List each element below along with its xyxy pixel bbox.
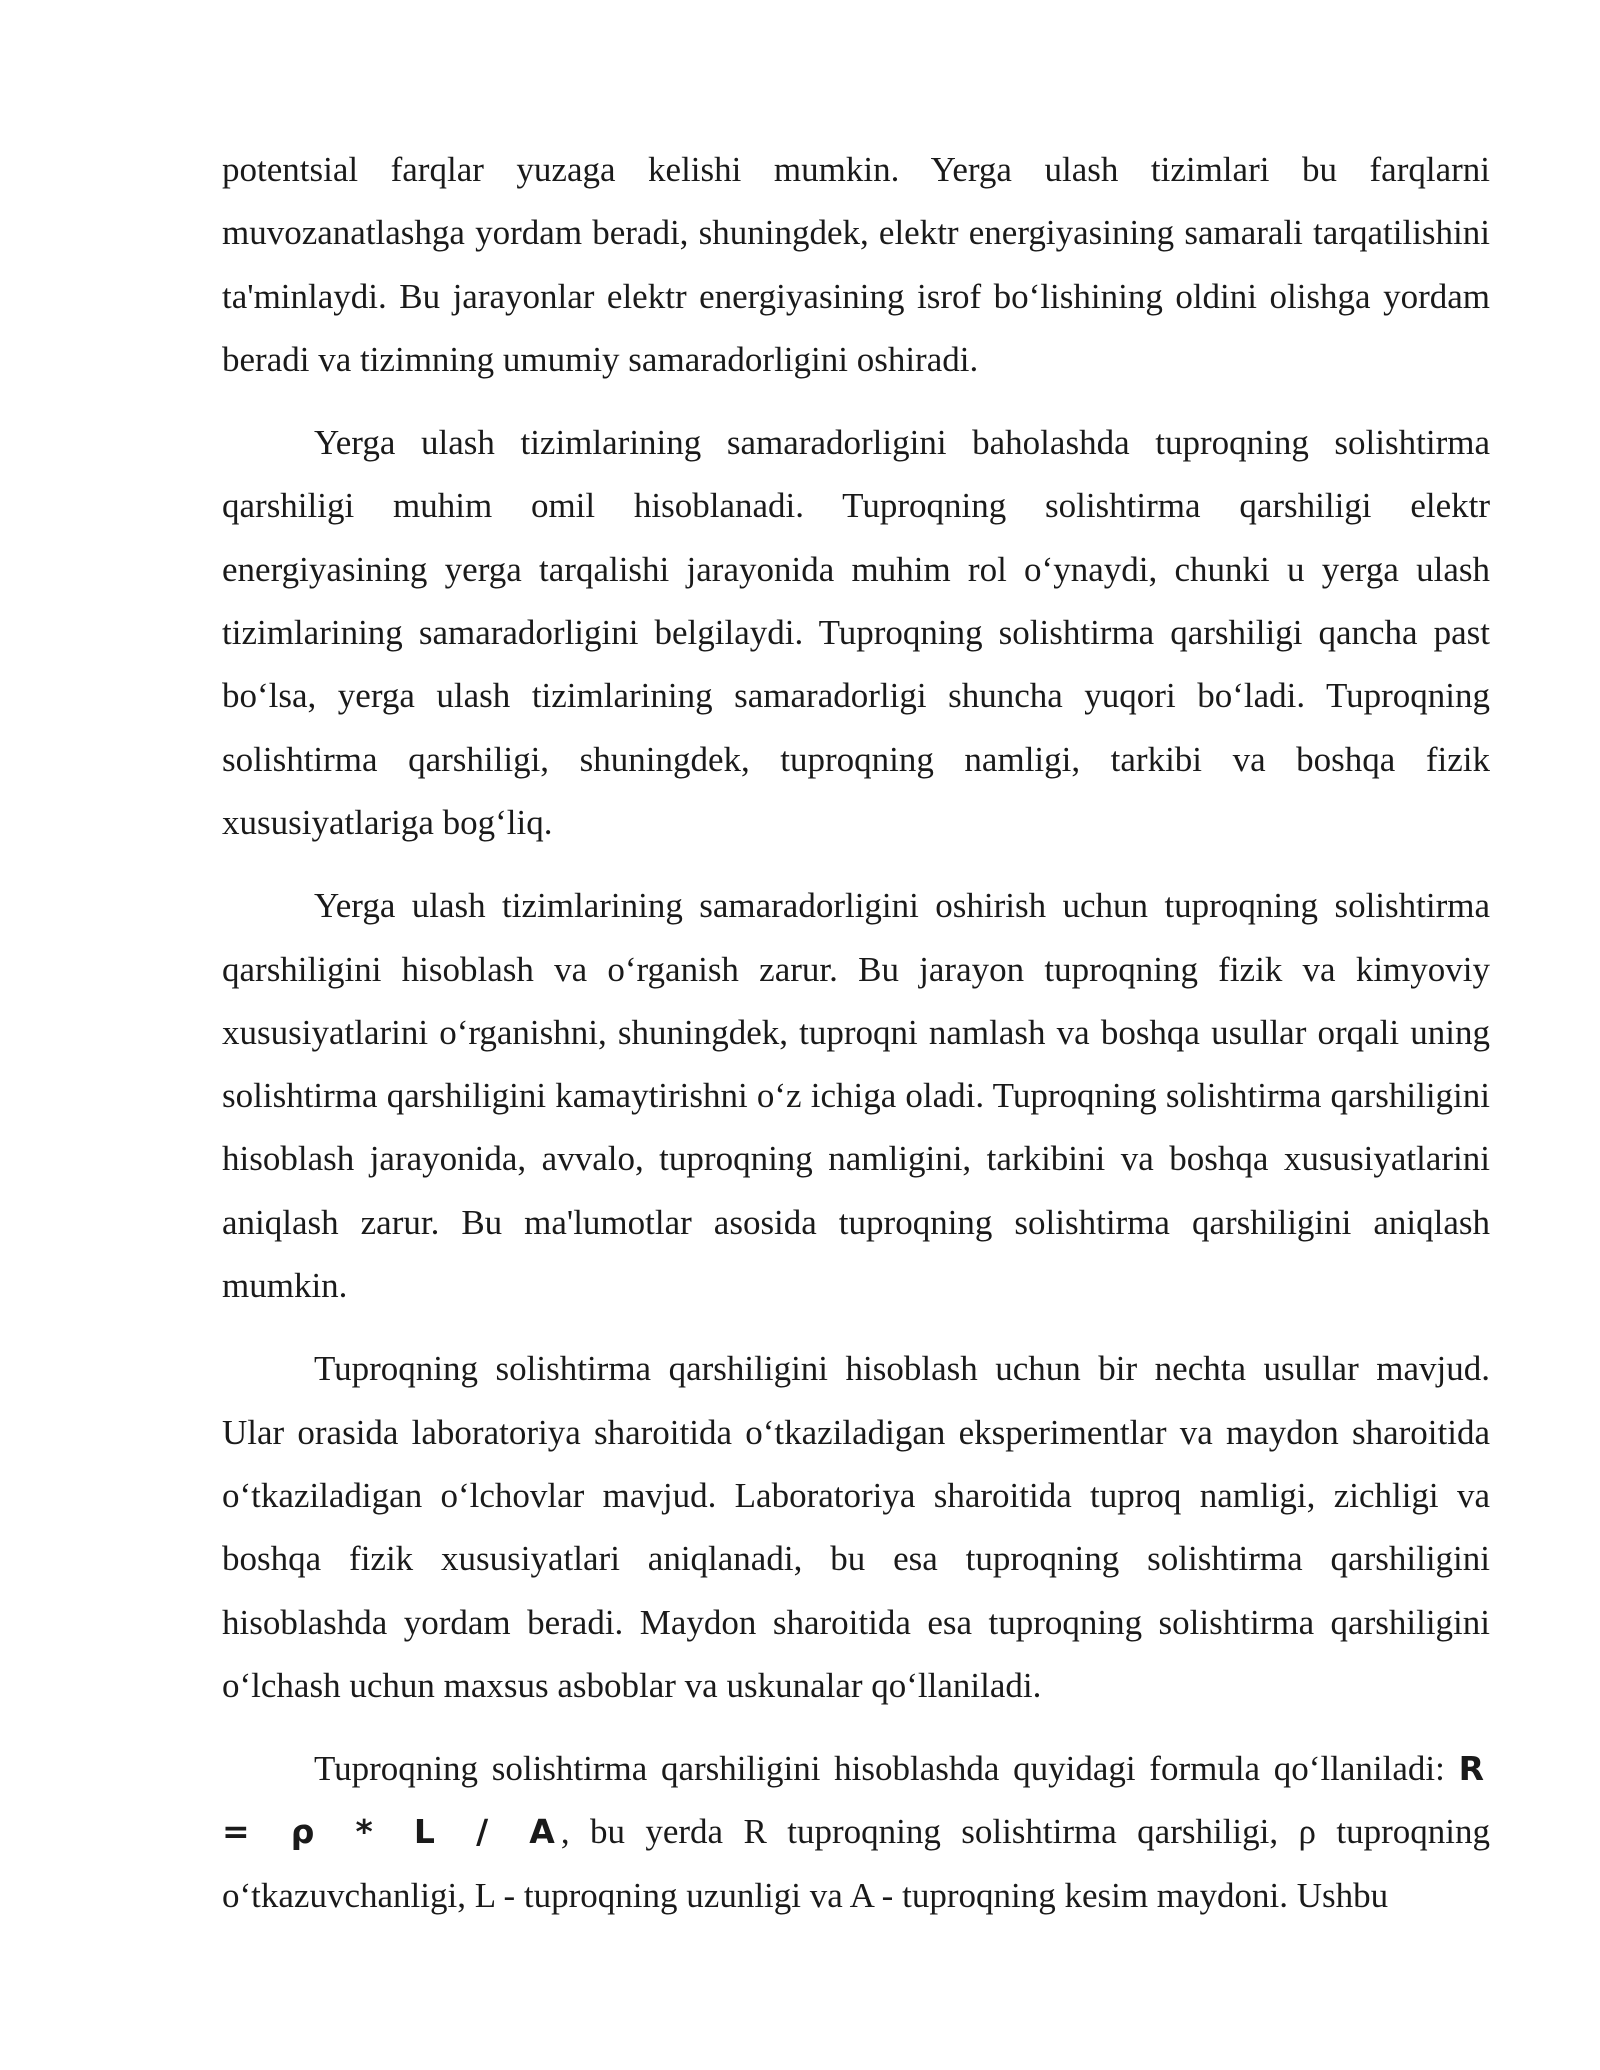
resistance-formula: R = ρ * L / A [222, 1749, 1490, 1852]
document-page [222, 138, 1490, 1947]
formula-lead-text: Tuproqning solishtirma qarshiligini hisoblashda quyidagi formula qo‘llaniladi: [314, 1749, 1459, 1789]
paragraph-soil-resistivity-factor: Yerga ulash tizimlarining samaradorligini baholashda tuproqning solishtirma qarshiligi muhim omil hisoblanadi. Tuproqning solishtirma qarshiligi elektr energiyasining yerga tarqalishi jarayonida muhim rol o‘ynaydi, chunki u yerga ulash tizimlarining samaradorligini belgilaydi. Tuproqning solishtirma qarshiligi qancha past bo‘lsa, yerga ulash tizimlarining samaradorligi shuncha yuqori bo‘ladi. Tuproqning solishtirma qarshiligi, shuningdek, tuproqning namligi, tarkibi va boshqa fizik xususiyatlariga bog‘liq. [222, 423, 1490, 842]
paragraph-continuation: potentsial farqlar yuzaga kelishi mumkin. Yerga ulash tizimlari bu farqlarni muvozanatlashga yordam beradi, shuningdek, elektr energiyasining samarali tarqatilishini ta'minlaydi. Bu jarayonlar elektr energiyasining isrof bo‘lishining oldini olishga yordam beradi va tizimning umumiy samaradorligini oshiradi. [222, 150, 1490, 379]
paragraph-calculation-methods: Tuproqning solishtirma qarshiligini hisoblash uchun bir nechta usullar mavjud. Ular orasida laboratoriya sharoitida o‘tkaziladigan eksperimentlar va maydon sharoitida o‘tkaziladigan o‘lchovlar mavjud. Laboratoriya sharoitida tuproq namligi, zichligi va boshqa fizik xususiyatlari aniqlanadi, bu esa tuproqning solishtirma qarshiligini hisoblashda yordam beradi. Maydon sharoitida esa tuproqning solishtirma qarshiligini o‘lchash uchun maxsus asboblar va uskunalar qo‘llaniladi. [222, 1349, 1490, 1705]
formula-explanation-text: , bu yerda R tuproqning solishtirma qarshiligi, ρ tuproqning o‘tkazuvchanligi, L - tuproqning uzunligi va A - tuproqning kesim maydoni. Ushbu [222, 1812, 1490, 1915]
paragraph-calculation-need: Yerga ulash tizimlarining samaradorligini oshirish uchun tuproqning solishtirma qarshiligini hisoblash va o‘rganish zarur. Bu jarayon tuproqning fizik va kimyoviy xususiyatlarini o‘rganishni, shuningdek, tuproqni namlash va boshqa usullar orqali uning solishtirma qarshiligini kamaytirishni o‘z ichiga oladi. Tuproqning solishtirma qarshiligini hisoblash jarayonida, avvalo, tuproqning namligini, tarkibini va boshqa xususiyatlarini aniqlash zarur. Bu ma'lumotlar asosida tuproqning solishtirma qarshiligini aniqlash mumkin. [222, 886, 1490, 1306]
paragraph-formula [222, 1737, 1490, 1927]
